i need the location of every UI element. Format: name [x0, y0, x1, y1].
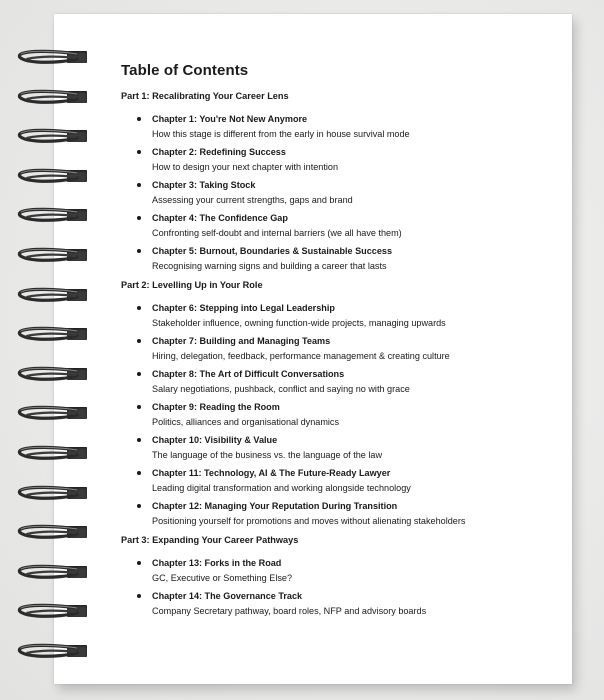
chapter-item [121, 179, 561, 206]
part-3 [121, 535, 561, 617]
chapter-item [121, 302, 561, 329]
spiral-ring [17, 128, 79, 146]
chapter-description: Recognising warning signs and building a career that lasts [152, 261, 387, 271]
chapter-title: Chapter 1: You're Not New Anymore [152, 114, 308, 124]
bullet-icon [137, 216, 141, 220]
chapter-title: Chapter 13: Forks in the Road [152, 558, 282, 568]
chapter-item [121, 212, 561, 239]
chapter-title: Chapter 8: The Art of Difficult Conversations [152, 369, 345, 379]
chapter-title: Chapter 10: Visibility & Value [152, 435, 278, 445]
bullet-icon [137, 471, 141, 475]
chapter-item [121, 401, 561, 428]
spiral-ring [17, 207, 79, 225]
spiral-ring [17, 643, 79, 661]
chapter-description: Politics, alliances and organisational dynamics [152, 417, 340, 427]
spiral-ring [17, 564, 79, 582]
spiral-ring [17, 49, 79, 67]
bullet-icon [137, 249, 141, 253]
chapter-title: Chapter 3: Taking Stock [152, 180, 256, 190]
bullet-icon [137, 504, 141, 508]
chapter-item [121, 434, 561, 461]
bullet-icon [137, 117, 141, 121]
part-heading: Part 3: Expanding Your Career Pathways [121, 535, 299, 545]
chapter-description: GC, Executive or Something Else? [152, 573, 293, 583]
chapter-item [121, 335, 561, 362]
chapter-item [121, 146, 561, 173]
spiral-ring [17, 405, 79, 423]
chapter-title: Chapter 11: Technology, AI & The Future-Ready Lawyer [152, 468, 391, 478]
chapter-title: Chapter 14: The Governance Track [152, 591, 303, 601]
chapter-description: Assessing your current strengths, gaps and brand [152, 195, 353, 205]
chapter-description: Confronting self-doubt and internal barriers (we all have them) [152, 228, 402, 238]
table-of-contents [121, 62, 561, 625]
chapter-description: The language of the business vs. the language of the law [152, 450, 383, 460]
bullet-icon [137, 594, 141, 598]
chapter-description: Hiring, delegation, feedback, performance management & creating culture [152, 351, 450, 361]
bullet-icon [137, 183, 141, 187]
chapter-description: Stakeholder influence, owning function-wide projects, managing upwards [152, 318, 446, 328]
chapter-title: Chapter 6: Stepping into Legal Leadership [152, 303, 335, 313]
bullet-icon [137, 405, 141, 409]
chapter-item [121, 368, 561, 395]
chapter-title: Chapter 9: Reading the Room [152, 402, 280, 412]
spiral-ring [17, 247, 79, 265]
bullet-icon [137, 306, 141, 310]
spiral-ring [17, 168, 79, 186]
chapter-title: Chapter 12: Managing Your Reputation During Transition [152, 501, 398, 511]
bullet-icon [137, 561, 141, 565]
chapter-item [121, 245, 561, 272]
bullet-icon [137, 150, 141, 154]
part-1 [121, 91, 561, 272]
chapter-description: How to design your next chapter with intention [152, 162, 339, 172]
spiral-ring [17, 485, 79, 503]
spiral-ring [17, 326, 79, 344]
chapter-item [121, 467, 561, 494]
part-heading: Part 1: Recalibrating Your Career Lens [121, 91, 289, 101]
spiral-ring [17, 287, 79, 305]
spiral-ring [17, 603, 79, 621]
chapter-description: Salary negotiations, pushback, conflict and saying no with grace [152, 384, 410, 394]
chapter-title: Chapter 7: Building and Managing Teams [152, 336, 331, 346]
chapter-description: How this stage is different from the early in house survival mode [152, 129, 410, 139]
chapter-title: Chapter 5: Burnout, Boundaries & Sustainable Success [152, 246, 393, 256]
spiral-ring [17, 89, 79, 107]
part-2 [121, 280, 561, 527]
toc-title: Table of Contents [121, 62, 249, 79]
chapter-item [121, 557, 561, 584]
bullet-icon [137, 438, 141, 442]
chapter-item [121, 590, 561, 617]
chapter-item [121, 500, 561, 527]
chapter-description: Leading digital transformation and working alongside technology [152, 483, 411, 493]
chapter-item [121, 113, 561, 140]
chapter-title: Chapter 4: The Confidence Gap [152, 213, 288, 223]
spiral-ring [17, 445, 79, 463]
bullet-icon [137, 372, 141, 376]
chapter-title: Chapter 2: Redefining Success [152, 147, 286, 157]
bullet-icon [137, 339, 141, 343]
spiral-ring [17, 366, 79, 384]
chapter-description: Positioning yourself for promotions and moves without alienating stakeholders [152, 516, 466, 526]
part-heading: Part 2: Levelling Up in Your Role [121, 280, 263, 290]
chapter-description: Company Secretary pathway, board roles, NFP and advisory boards [152, 606, 427, 616]
spiral-ring [17, 524, 79, 542]
